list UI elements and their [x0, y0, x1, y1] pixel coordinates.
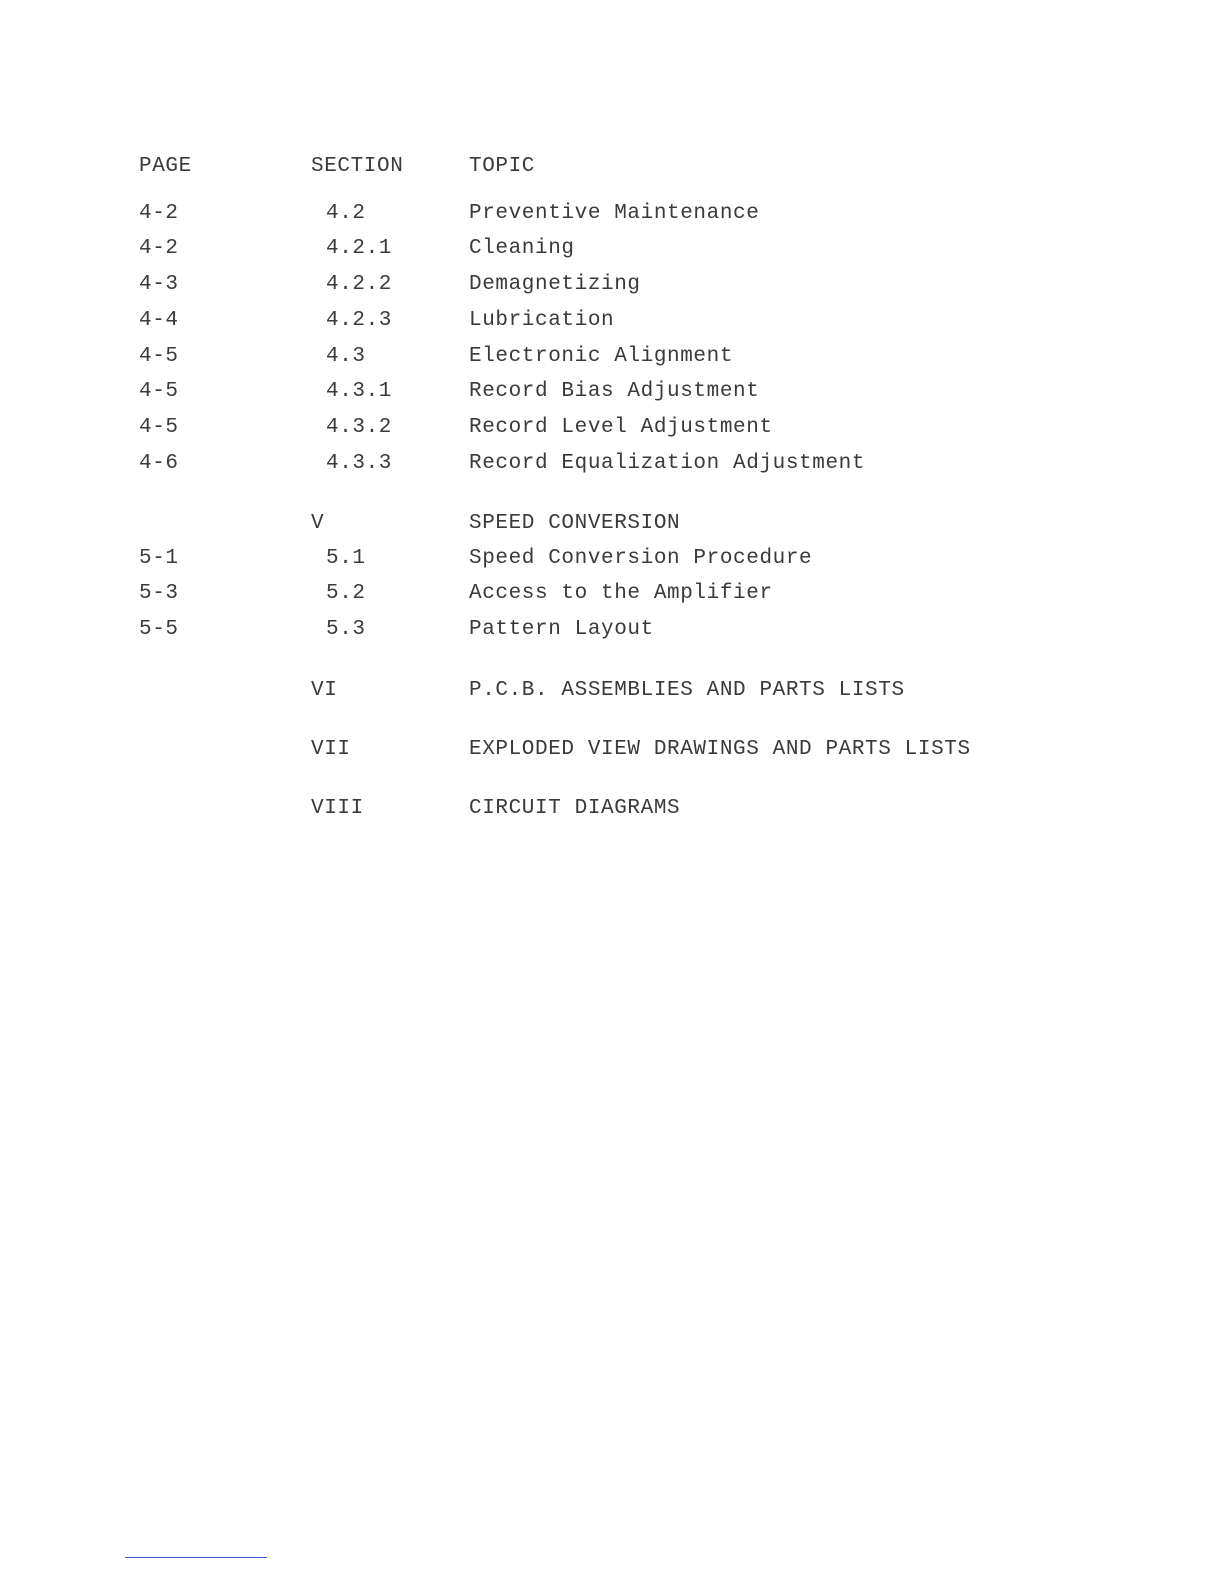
row-page-number: 4-6	[139, 452, 179, 475]
row-topic: Cleaning	[469, 237, 575, 260]
topic-column-header: TOPIC	[469, 155, 536, 178]
chapter-topic: P.C.B. ASSEMBLIES AND PARTS LISTS	[469, 679, 905, 702]
chapter-topic: EXPLODED VIEW DRAWINGS AND PARTS LISTS	[469, 738, 971, 761]
row-section-number: 4.2.3	[326, 309, 393, 332]
row-topic: Speed Conversion Procedure	[469, 547, 813, 570]
row-topic: Record Level Adjustment	[469, 416, 773, 439]
chapter-section-number: VIII	[311, 797, 364, 820]
row-section-number: 4.3.1	[326, 380, 393, 403]
chapter-section-number: VII	[311, 738, 351, 761]
row-page-number: 5-5	[139, 618, 179, 641]
row-section-number: 4.3	[326, 345, 366, 368]
row-topic: Record Equalization Adjustment	[469, 452, 866, 475]
chapter-section-number: VI	[311, 679, 338, 702]
row-section-number: 5.2	[326, 582, 366, 605]
row-section-number: 5.3	[326, 618, 366, 641]
row-topic: Pattern Layout	[469, 618, 654, 641]
row-section-number: 4.2	[326, 202, 366, 225]
row-topic: Demagnetizing	[469, 273, 641, 296]
row-page-number: 4-2	[139, 202, 179, 225]
row-page-number: 4-3	[139, 273, 179, 296]
chapter-topic: CIRCUIT DIAGRAMS	[469, 797, 681, 820]
row-page-number: 4-2	[139, 237, 179, 260]
row-section-number: 4.2.2	[326, 273, 393, 296]
footer-rule	[125, 1557, 267, 1558]
row-topic: Preventive Maintenance	[469, 202, 760, 225]
row-page-number: 5-1	[139, 547, 179, 570]
row-page-number: 5-3	[139, 582, 179, 605]
row-page-number: 4-5	[139, 416, 179, 439]
row-section-number: 5.1	[326, 547, 366, 570]
chapter-topic: SPEED CONVERSION	[469, 512, 681, 535]
row-topic: Electronic Alignment	[469, 345, 734, 368]
row-topic: Access to the Amplifier	[469, 582, 773, 605]
row-section-number: 4.2.1	[326, 237, 393, 260]
row-page-number: 4-5	[139, 345, 179, 368]
row-topic: Lubrication	[469, 309, 615, 332]
row-page-number: 4-4	[139, 309, 179, 332]
chapter-section-number: V	[311, 512, 325, 535]
row-section-number: 4.3.3	[326, 452, 393, 475]
row-page-number: 4-5	[139, 380, 179, 403]
section-column-header: SECTION	[311, 155, 404, 178]
page-column-header: PAGE	[139, 155, 192, 178]
row-topic: Record Bias Adjustment	[469, 380, 760, 403]
row-section-number: 4.3.2	[326, 416, 393, 439]
